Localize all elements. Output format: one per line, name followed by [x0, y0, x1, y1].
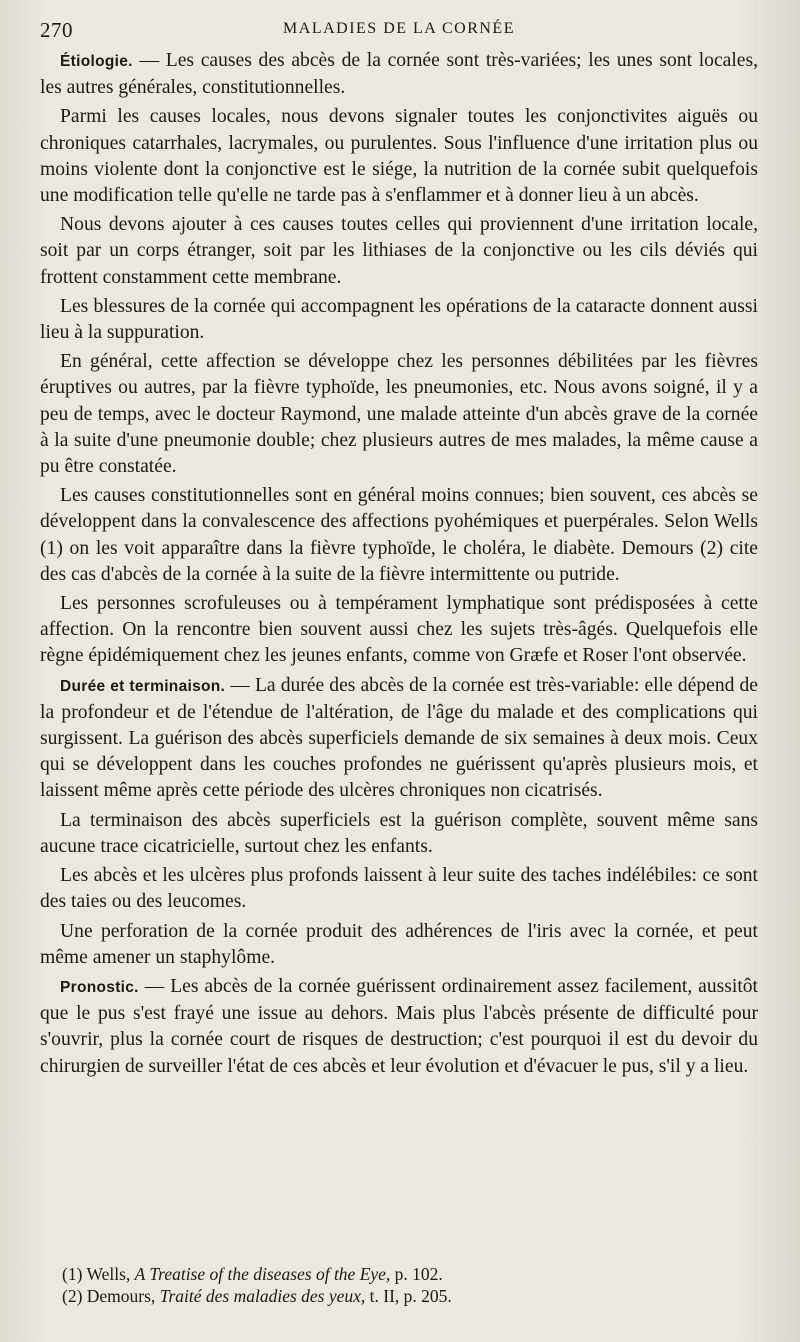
paragraph: Nous devons ajouter à ces causes toutes celles qui proviennent d'une irritation locale, soit par un corps étranger, soit par les lithiases de la conjonctive ou les cils déviés qui frottent constamment cette membrane.	[40, 214, 758, 288]
paragraph: Durée et terminaison. — La durée des abcès de la cornée est très-variable: elle dépend de la profondeur et de l'étendue de l'altération, de l'âge du malade et des complications qui surgissent. La guérison des abcès superficiels demande de six semaines à deux mois. Ceux qui se développent dans les couches profondes ne guérissent qu'après plusieurs mois, et laissent même après cette période des ulcères chroniques non cicatrisés.	[40, 674, 758, 802]
section-heading-etiologie: Étiologie.	[60, 53, 133, 70]
paragraph: Les abcès et les ulcères plus profonds laissent à leur suite des taches indélébiles: ce sont des taies ou des leucomes.	[40, 865, 758, 913]
paragraph: Une perforation de la cornée produit des adhérences de l'iris avec la cornée, et peut même amener un staphylôme.	[40, 920, 758, 968]
running-title: MALADIES DE LA CORNÉE	[283, 20, 515, 37]
paragraph: Pronostic. — Les abcès de la cornée guérissent ordinairement assez facilement, aussitôt que le pus s'est frayé une issue au dehors. Mais plus l'abcès présente de difficulté pour s'ouvrir, plus la cornée court de risques de destruction; c'est pourquoi il est du devoir du chirurgien de surveiller l'état de ces abcès et leur évolution et d'évacuer le pus, s'il y a lieu.	[40, 975, 759, 1077]
section-heading-pronostic: Pronostic.	[60, 978, 139, 996]
paragraph: La terminaison des abcès superficiels est la guérison complète, souvent même sans aucune trace cicatricielle, surtout chez les enfants.	[40, 809, 758, 857]
paragraph: Les causes constitutionnelles sont en général moins connues; bien souvent, ces abcès se développent dans la convalescence des affections pyohémiques et puerpérales. Selon Wells (1) on les voit apparaître dans la fièvre typhoïde, le choléra, le diabète. Demours (2) cite des cas d'abcès de la cornée à la suite de la fièvre intermittente ou putride.	[40, 485, 758, 585]
paragraph: En général, cette affection se développe chez les personnes débilitées par les fièvres éruptives ou autres, par la fièvre typhoïde, les pneumonies, etc. Nous avons soigné, il y a peu de temps, avec le docteur Raymond, une malade atteinte d'un abcès grave de la cornée à la suite d'une pneumonie double; chez plusieurs autres de mes malades, la même cause a pu être constatée.	[40, 351, 758, 478]
section-heading-duree: Durée et terminaison.	[60, 677, 226, 695]
page-number: 270	[40, 18, 73, 42]
body-text	[40, 48, 758, 1080]
paragraph: Parmi les causes locales, nous devons signaler toutes les conjonctivites aiguës ou chroniques catarrhales, lacrymales, ou purulentes. Sous l'influence d'une irritation plus ou moins violente dont la conjonctive est le siége, la nutrition de la cornée subit quelquefois une modification telle qu'elle ne tarde pas à s'enflammer et à donner lieu à un abcès.	[40, 106, 758, 207]
running-head	[40, 14, 758, 48]
footnotes	[62, 1263, 758, 1307]
paragraph: Les blessures de la cornée qui accompagnent les opérations de la cataracte donnent aussi lieu à la suppuration.	[40, 295, 758, 344]
paragraph: Étiologie. — Les causes des abcès de la cornée sont très-variées; les unes sont locales, les autres générales, constitutionnelles.	[40, 50, 759, 99]
footnote: (2) Demours, Traité des maladies des yeux, t. II, p. 205.	[62, 1286, 452, 1306]
paragraph: Les personnes scrofuleuses ou à tempérament lymphatique sont prédisposées à cette affection. On la rencontre bien souvent aussi chez les sujets très-âgés. Quelquefois elle règne épidémiquement chez les jeunes enfants, comme von Græfe et Roser l'ont observée.	[40, 593, 758, 667]
footnote: (1) Wells, A Treatise of the diseases of the Eye, p. 102.	[62, 1264, 443, 1284]
